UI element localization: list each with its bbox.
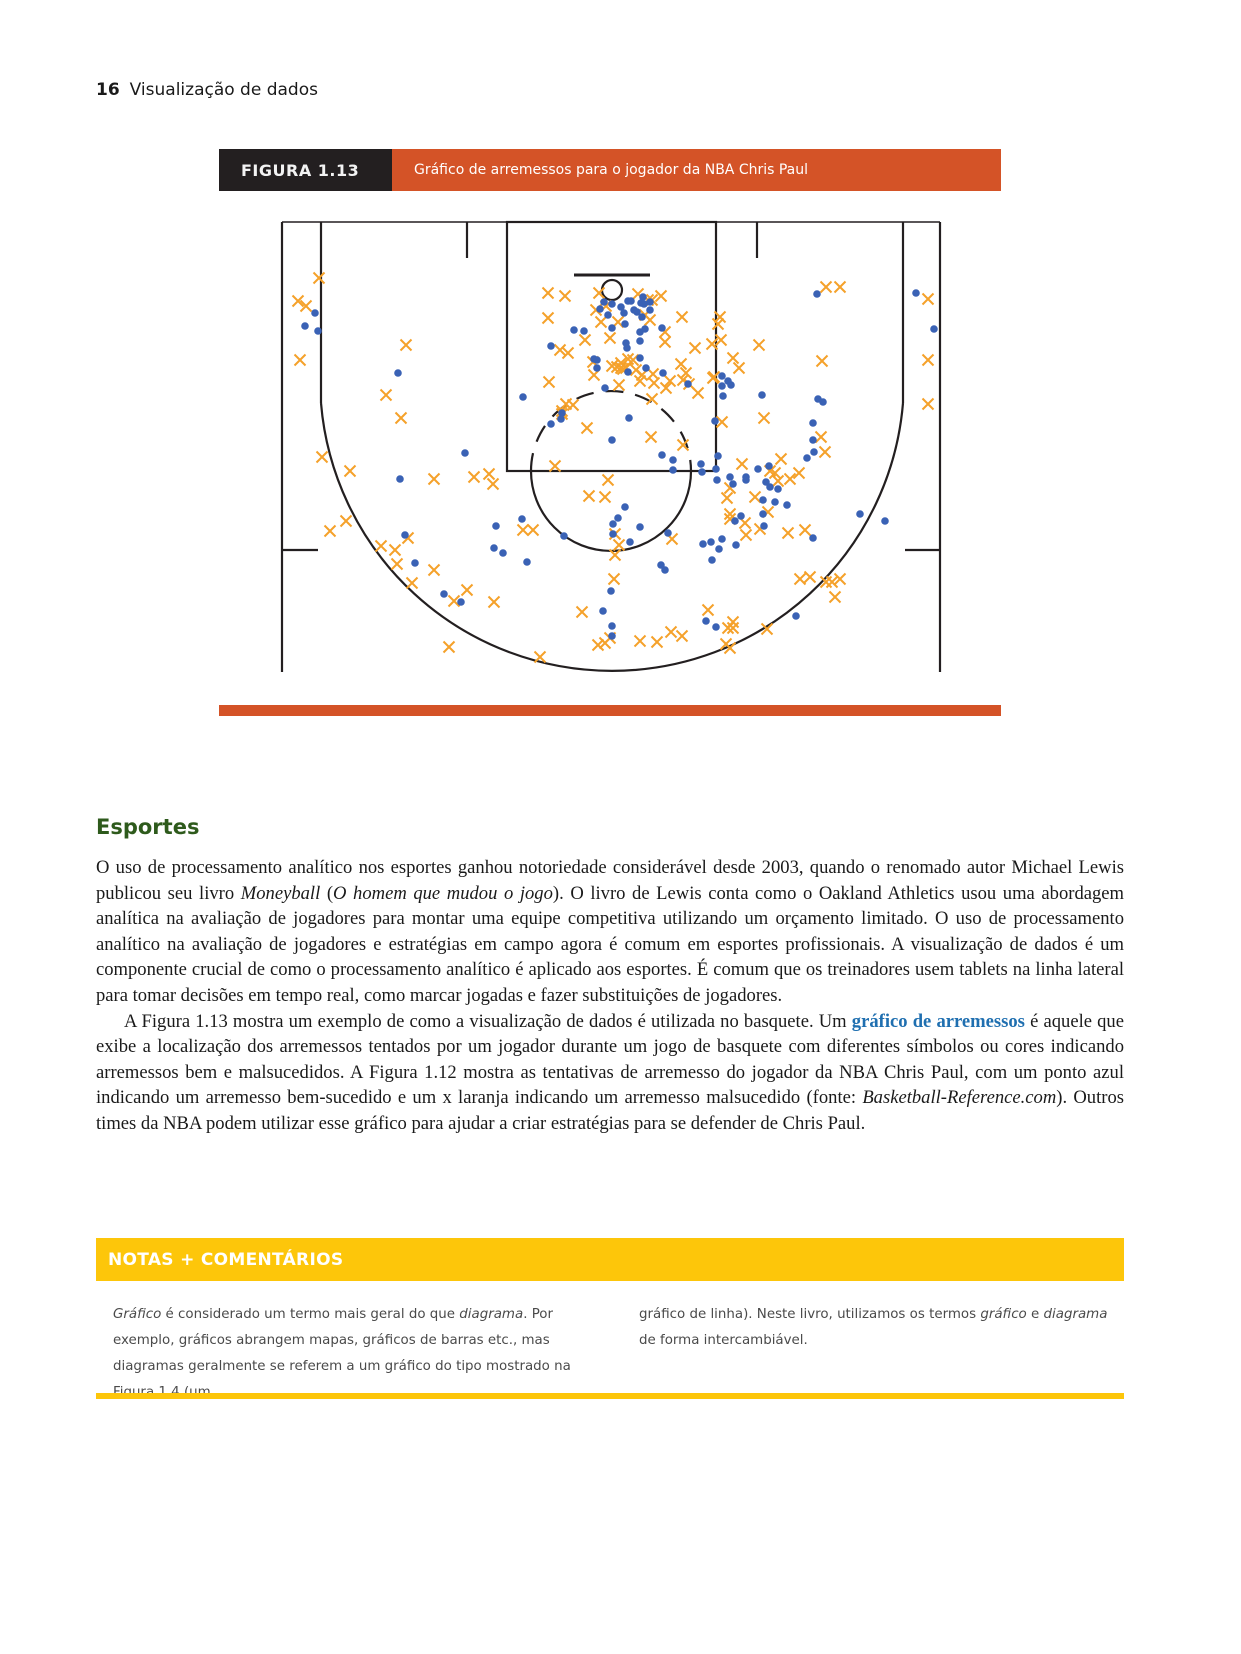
text-run: gráfico de linha). Neste livro, utilizamos os termos [639,1307,981,1322]
missed-shot-x [596,317,607,328]
made-shot-dot [712,465,720,473]
made-shot-dot [809,436,817,444]
missed-shot-x [603,475,614,486]
made-shot-dot [599,607,607,615]
missed-shot-x [392,559,403,570]
made-shot-dot [311,309,319,317]
missed-shot-x [528,525,539,536]
made-shot-dot [641,325,649,333]
section-title: Esportes [96,815,200,839]
missed-shot-x [582,423,593,434]
made-shot-dot [803,454,811,462]
made-shot-dot [626,538,634,546]
made-shot-dot [593,356,601,364]
made-shot-dot [596,305,604,313]
free-throw-lane [507,222,716,471]
missed-shot-x [584,491,595,502]
missed-shot-x [429,474,440,485]
made-shots [301,289,938,640]
made-shot-dot [711,417,719,425]
made-shot-dot [726,473,734,481]
made-shot-dot [523,558,531,566]
text-run: é considerado um termo mais geral do que [161,1307,460,1322]
missed-shot-x [835,282,846,293]
missed-shot-x [580,335,591,346]
made-shot-dot [646,306,654,314]
made-shot-dot [712,623,720,631]
made-shot-dot [708,556,716,564]
missed-shot-x [560,291,571,302]
missed-shot-x [728,617,739,628]
figure-bottom-rule [219,705,1001,716]
missed-shot-x [543,288,554,299]
made-shot-dot [707,538,715,546]
made-shot-dot [580,327,588,335]
missed-shot-x [600,492,611,503]
figure-caption: Gráfico de arremessos para o jogador da NBA Chris Paul [392,149,1001,191]
missed-shot-x [390,545,401,556]
missed-shot-x [550,461,561,472]
made-shot-dot [669,466,677,474]
made-shot-dot [912,289,920,297]
made-shot-dot [765,462,773,470]
missed-shot-x [484,469,495,480]
made-shot-dot [758,391,766,399]
made-shot-dot [737,512,745,520]
made-shot-dot [813,290,821,298]
missed-shot-x [800,525,811,536]
made-shot-dot [718,535,726,543]
term: diagrama [459,1307,524,1322]
missed-shot-x [489,597,500,608]
made-shot-dot [715,545,723,553]
key-term: gráfico de arremessos [851,1010,1025,1032]
missed-shot-x [652,637,663,648]
text-run: ( [320,882,334,904]
made-shot-dot [729,480,737,488]
missed-shot-x [325,526,336,537]
made-shot-dot [492,522,500,530]
made-shot-dot [457,598,465,606]
missed-shot-x [785,474,796,485]
made-shot-dot [301,322,309,330]
made-shot-dot [396,475,404,483]
made-shot-dot [699,540,707,548]
shot-chart [0,0,1241,720]
made-shot-dot [604,311,612,319]
made-shot-dot [608,632,616,640]
missed-shot-x [469,472,480,483]
missed-shot-x [741,530,752,541]
made-shot-dot [814,395,822,403]
made-shot-dot [702,617,710,625]
missed-shot-x [666,627,677,638]
made-shot-dot [713,476,721,484]
made-shot-dot [608,300,616,308]
made-shot-dot [394,369,402,377]
missed-shot-x [750,492,761,503]
made-shot-dot [593,364,601,372]
paragraph-2 [96,1009,1124,1137]
made-shot-dot [646,298,654,306]
made-shot-dot [558,409,566,417]
rim [602,280,622,300]
made-shot-dot [661,566,669,574]
page-number: 16 [96,80,120,100]
made-shot-dot [627,297,635,305]
made-shot-dot [754,465,762,473]
notes-bottom-rule [96,1393,1124,1399]
made-shot-dot [609,530,617,538]
made-shot-dot [639,293,647,301]
made-shot-dot [930,325,938,333]
missed-shot-x [568,400,579,411]
missed-shot-x [759,413,770,424]
missed-shot-x [518,525,529,536]
notes-title: NOTAS + COMENTÁRIOS [96,1238,1124,1281]
missed-shot-x [645,315,656,326]
missed-shot-x [795,574,806,585]
missed-shot-x [709,372,720,383]
made-shot-dot [718,382,726,390]
missed-shot-x [314,273,325,284]
body-text [96,855,1124,1137]
made-shot-dot [881,517,889,525]
term: gráfico [980,1307,1027,1322]
made-shot-dot [411,559,419,567]
missed-shot-x [783,528,794,539]
missed-shot-x [830,592,841,603]
figure-label: FIGURA 1.13 [219,149,392,191]
missed-shot-x [609,574,620,585]
made-shot-dot [766,483,774,491]
notes-body [113,1302,1113,1406]
missed-shot-x [341,516,352,527]
made-shot-dot [608,622,616,630]
made-shot-dot [669,456,677,464]
made-shot-dot [518,515,526,523]
book-title: Moneyball [240,882,321,904]
missed-shot-x [429,565,440,576]
made-shot-dot [642,364,650,372]
missed-shot-x [817,356,828,367]
made-shot-dot [638,313,646,321]
made-shot-dot [664,529,672,537]
notes-column-1 [113,1302,587,1406]
made-shot-dot [608,324,616,332]
missed-shot-x [677,312,688,323]
text-run: O uso de processamento analítico nos esportes ganhou notoriedade considerável desde 2003, quando o renomado autor Michael Lewis publicou seu livro [96,857,1124,904]
made-shot-dot [620,309,628,317]
made-shot-dot [401,531,409,539]
text-run: de forma intercambiável. [639,1333,808,1348]
missed-shot-x [396,413,407,424]
made-shot-dot [607,587,615,595]
missed-shot-x [737,459,748,470]
made-shot-dot [560,532,568,540]
made-shot-dot [809,419,817,427]
made-shot-dot [810,448,818,456]
missed-shot-x [544,377,555,388]
made-shot-dot [499,549,507,557]
text-run: ). O livro de Lewis conta como o Oakland Athletics usou uma abordagem analítica na avaliação de jogadores para montar uma equipe competitiva utilizando um orçamento limitado. O uso de processamento analítico na avaliação de jogadores e estratégias em campo agora é comum em esportes profissionais. A visualização de dados é um componente crucial de como o processamento analítico é aplicado aos esportes. É comum que os treinadores usem tablets na linha lateral para tomar decisões em tempo real, como marcar jogadas e fazer substituições de jogadores. [96,882,1125,1006]
missed-shot-x [614,380,625,391]
missed-shot-x [734,363,745,374]
made-shot-dot [771,498,779,506]
text-run: A Figura 1.13 mostra um exemplo de como a visualização de dados é utilizada no basquete. Um [124,1010,852,1032]
made-shot-dot [636,523,644,531]
missed-shot-x [923,355,934,366]
made-shot-dot [314,327,322,335]
missed-shot-x [816,432,827,443]
missed-shot-x [381,390,392,401]
paragraph-1 [96,855,1124,1009]
running-title: Visualização de dados [129,80,318,100]
missed-shot-x [660,337,671,348]
made-shot-dot [600,298,608,306]
missed-shot-x [722,493,733,504]
missed-shot-x [693,388,704,399]
made-shot-dot [727,381,735,389]
missed-shot-x [690,343,701,354]
made-shot-dot [547,342,555,350]
missed-shot-x [444,642,455,653]
missed-shot-x [821,282,832,293]
made-shot-dot [490,544,498,552]
text-run: é aquele que exibe a localização dos arremessos tentados por um jogador durante um jogo de basquete com diferentes símbolos ou cores indicando arremessos bem e malsucedidos. A Figura 1.12 mostra as tentativas de arremesso do jogador da NBA Chris Paul, com um ponto azul indicando um arremesso bem-sucedido e um x laranja indicando um arremesso malsucedido (fonte: [96,1010,1124,1109]
text-run: e [1026,1307,1044,1322]
missed-shot-x [543,313,554,324]
text-run: . Por exemplo, gráficos abrangem mapas, gráficos de barras etc., mas diagramas geralmente se referem a um gráfico do tipo mostrado na [113,1307,571,1374]
made-shot-dot [809,534,817,542]
made-shot-dot [461,449,469,457]
missed-shot-x [923,399,934,410]
made-shot-dot [774,485,782,493]
made-shot-dot [719,392,727,400]
made-shot-dot [622,339,630,347]
made-shot-dot [636,337,644,345]
missed-shot-x [677,631,688,642]
made-shot-dot [697,460,705,468]
missed-shot-x [649,378,660,389]
made-shot-dot [698,468,706,476]
made-shot-dot [759,496,767,504]
missed-shot-x [577,607,588,618]
made-shot-dot [547,420,555,428]
made-shot-dot [440,590,448,598]
made-shot-dot [659,369,667,377]
missed-shot-x [754,340,765,351]
missed-shot-x [605,333,616,344]
made-shot-dot [614,514,622,522]
missed-shot-x [776,454,787,465]
made-shot-dot [608,436,616,444]
made-shot-dot [714,452,722,460]
missed-shot-x [820,447,831,458]
term: Gráfico [113,1307,162,1322]
made-shot-dot [856,510,864,518]
made-shot-dot [636,354,644,362]
made-shot-dot [783,501,791,509]
notes-column-2 [639,1302,1113,1406]
term: diagrama [1043,1307,1108,1322]
made-shot-dot [759,510,767,518]
missed-shot-x [407,578,418,589]
made-shot-dot [718,372,726,380]
missed-shot-x [401,340,412,351]
made-shot-dot [519,393,527,401]
missed-shot-x [488,479,499,490]
missed-shot-x [345,466,356,477]
missed-shot-x [635,636,646,647]
made-shot-dot [624,368,632,376]
missed-shot-x [728,353,739,364]
made-shot-dot [625,414,633,422]
made-shot-dot [684,380,692,388]
made-shot-dot [792,612,800,620]
made-shot-dot [570,326,578,334]
made-shot-dot [732,541,740,549]
made-shot-dot [601,384,609,392]
made-shot-dot [658,451,666,459]
made-shot-dot [760,522,768,530]
missed-shot-x [646,432,657,443]
book-subtitle: O homem que mudou o jogo [333,882,553,904]
made-shot-dot [658,324,666,332]
missed-shot-x [703,605,714,616]
missed-shot-x [923,294,934,305]
free-throw-circle-top-dashed [531,391,691,471]
made-shot-dot [609,520,617,528]
missed-shot-x [317,452,328,463]
made-shot-dot [621,503,629,511]
missed-shot-x [614,540,625,551]
made-shot-dot [621,320,629,328]
missed-shot-x [376,541,387,552]
missed-shot-x [794,468,805,479]
made-shot-dot [731,517,739,525]
text-run: ). Outros times da NBA podem utilizar esse gráfico para ajudar a criar estratégias para se defender de Chris Paul. [96,1087,1124,1134]
made-shot-dot [742,476,750,484]
missed-shot-x [295,355,306,366]
missed-shot-x [805,572,816,583]
source-name: Basketball-Reference.com [862,1087,1057,1109]
missed-shot-x [462,585,473,596]
